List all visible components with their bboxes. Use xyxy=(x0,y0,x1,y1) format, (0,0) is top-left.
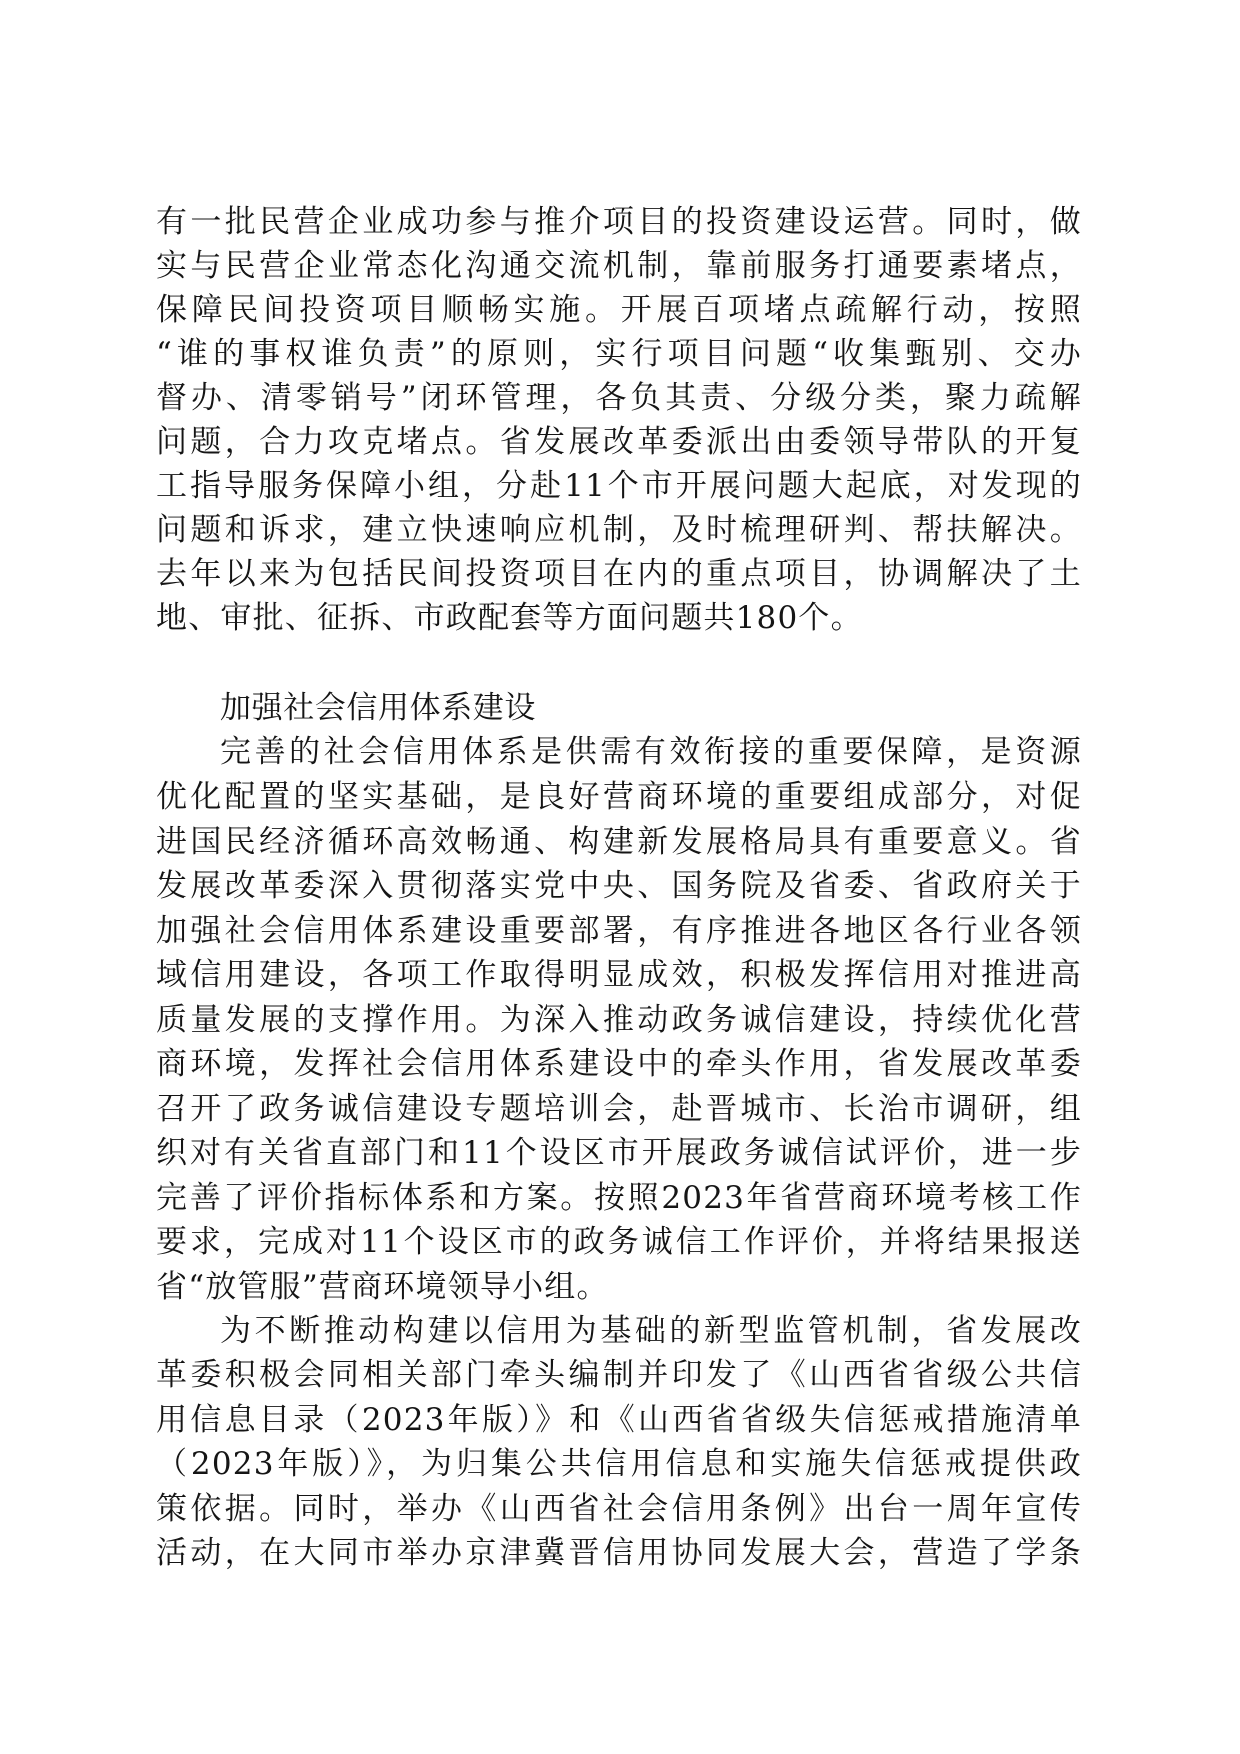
paragraph-line: 活动，在大同市举办京津冀晋信用协同发展大会，营造了学条 xyxy=(156,1535,1082,1571)
paragraph-line: 问题和诉求，建立快速响应机制，及时梳理研判、帮扶解决。 xyxy=(156,512,1082,548)
paragraph-line: 优化配置的坚实基础，是良好营商环境的重要组成部分，对促 xyxy=(156,779,1082,815)
paragraph-line: 完善了评价指标体系和方案。按照2023年省营商环境考核工作 xyxy=(156,1180,1082,1216)
paragraph-line: 发展改革委深入贯彻落实党中央、国务院及省委、省政府关于 xyxy=(156,868,1082,904)
paragraph-line: 有一批民营企业成功参与推介项目的投资建设运营。同时，做 xyxy=(156,204,1082,240)
paragraph-line: 革委积极会同相关部门牵头编制并印发了《山西省省级公共信 xyxy=(156,1357,1082,1393)
paragraph-line: 保障民间投资项目顺畅实施。开展百项堵点疏解行动，按照 xyxy=(156,292,1082,328)
paragraph-line: 实与民营企业常态化沟通交流机制，靠前服务打通要素堵点， xyxy=(156,248,1082,284)
paragraph-line: 地、审批、征拆、市政配套等方面问题共180个。 xyxy=(156,600,863,636)
paragraph-line: 要求，完成对11个设区市的政务诚信工作评价，并将结果报送 xyxy=(156,1224,1082,1260)
paragraph-line: （2023年版）》，为归集公共信用信息和实施失信惩戒提供政 xyxy=(156,1446,1082,1482)
paragraph-line: 督办、清零销号”闭环管理，各负其责、分级分类，聚力疏解 xyxy=(156,380,1082,416)
paragraph-line: 问题，合力攻克堵点。省发展改革委派出由委领导带队的开复 xyxy=(156,424,1082,460)
paragraph-line: 域信用建设，各项工作取得明显成效，积极发挥信用对推进高 xyxy=(156,957,1082,993)
paragraph-line: 质量发展的支撑作用。为深入推动政务诚信建设，持续优化营 xyxy=(156,1002,1082,1038)
paragraph-line: 加强社会信用体系建设重要部署，有序推进各地区各行业各领 xyxy=(156,913,1082,949)
paragraph-line: 召开了政务诚信建设专题培训会，赴晋城市、长治市调研，组 xyxy=(156,1091,1082,1127)
paragraph-line: 用信息目录（2023年版）》和《山西省省级失信惩戒措施清单 xyxy=(156,1402,1082,1438)
paragraph-line: 进国民经济循环高效畅通、构建新发展格局具有重要意义。省 xyxy=(156,824,1082,860)
paragraph-line: 织对有关省直部门和11个设区市开展政务诚信试评价，进一步 xyxy=(156,1135,1082,1171)
paragraph-line: “谁的事权谁负责”的原则，实行项目问题“收集甄别、交办 xyxy=(156,336,1082,372)
paragraph-line: 策依据。同时，举办《山西省社会信用条例》出台一周年宣传 xyxy=(156,1491,1082,1527)
paragraph-line: 为不断推动构建以信用为基础的新型监管机制，省发展改 xyxy=(220,1313,1082,1349)
section-heading: 加强社会信用体系建设 xyxy=(220,690,536,726)
paragraph-line: 完善的社会信用体系是供需有效衔接的重要保障，是资源 xyxy=(220,734,1082,770)
paragraph-line: 去年以来为包括民间投资项目在内的重点项目，协调解决了土 xyxy=(156,556,1082,592)
paragraph-line: 省“放管服”营商环境领导小组。 xyxy=(156,1269,609,1305)
paragraph-line: 工指导服务保障小组，分赴11个市开展问题大起底，对发现的 xyxy=(156,468,1082,504)
paragraph-line: 商环境，发挥社会信用体系建设中的牵头作用，省发展改革委 xyxy=(156,1046,1082,1082)
